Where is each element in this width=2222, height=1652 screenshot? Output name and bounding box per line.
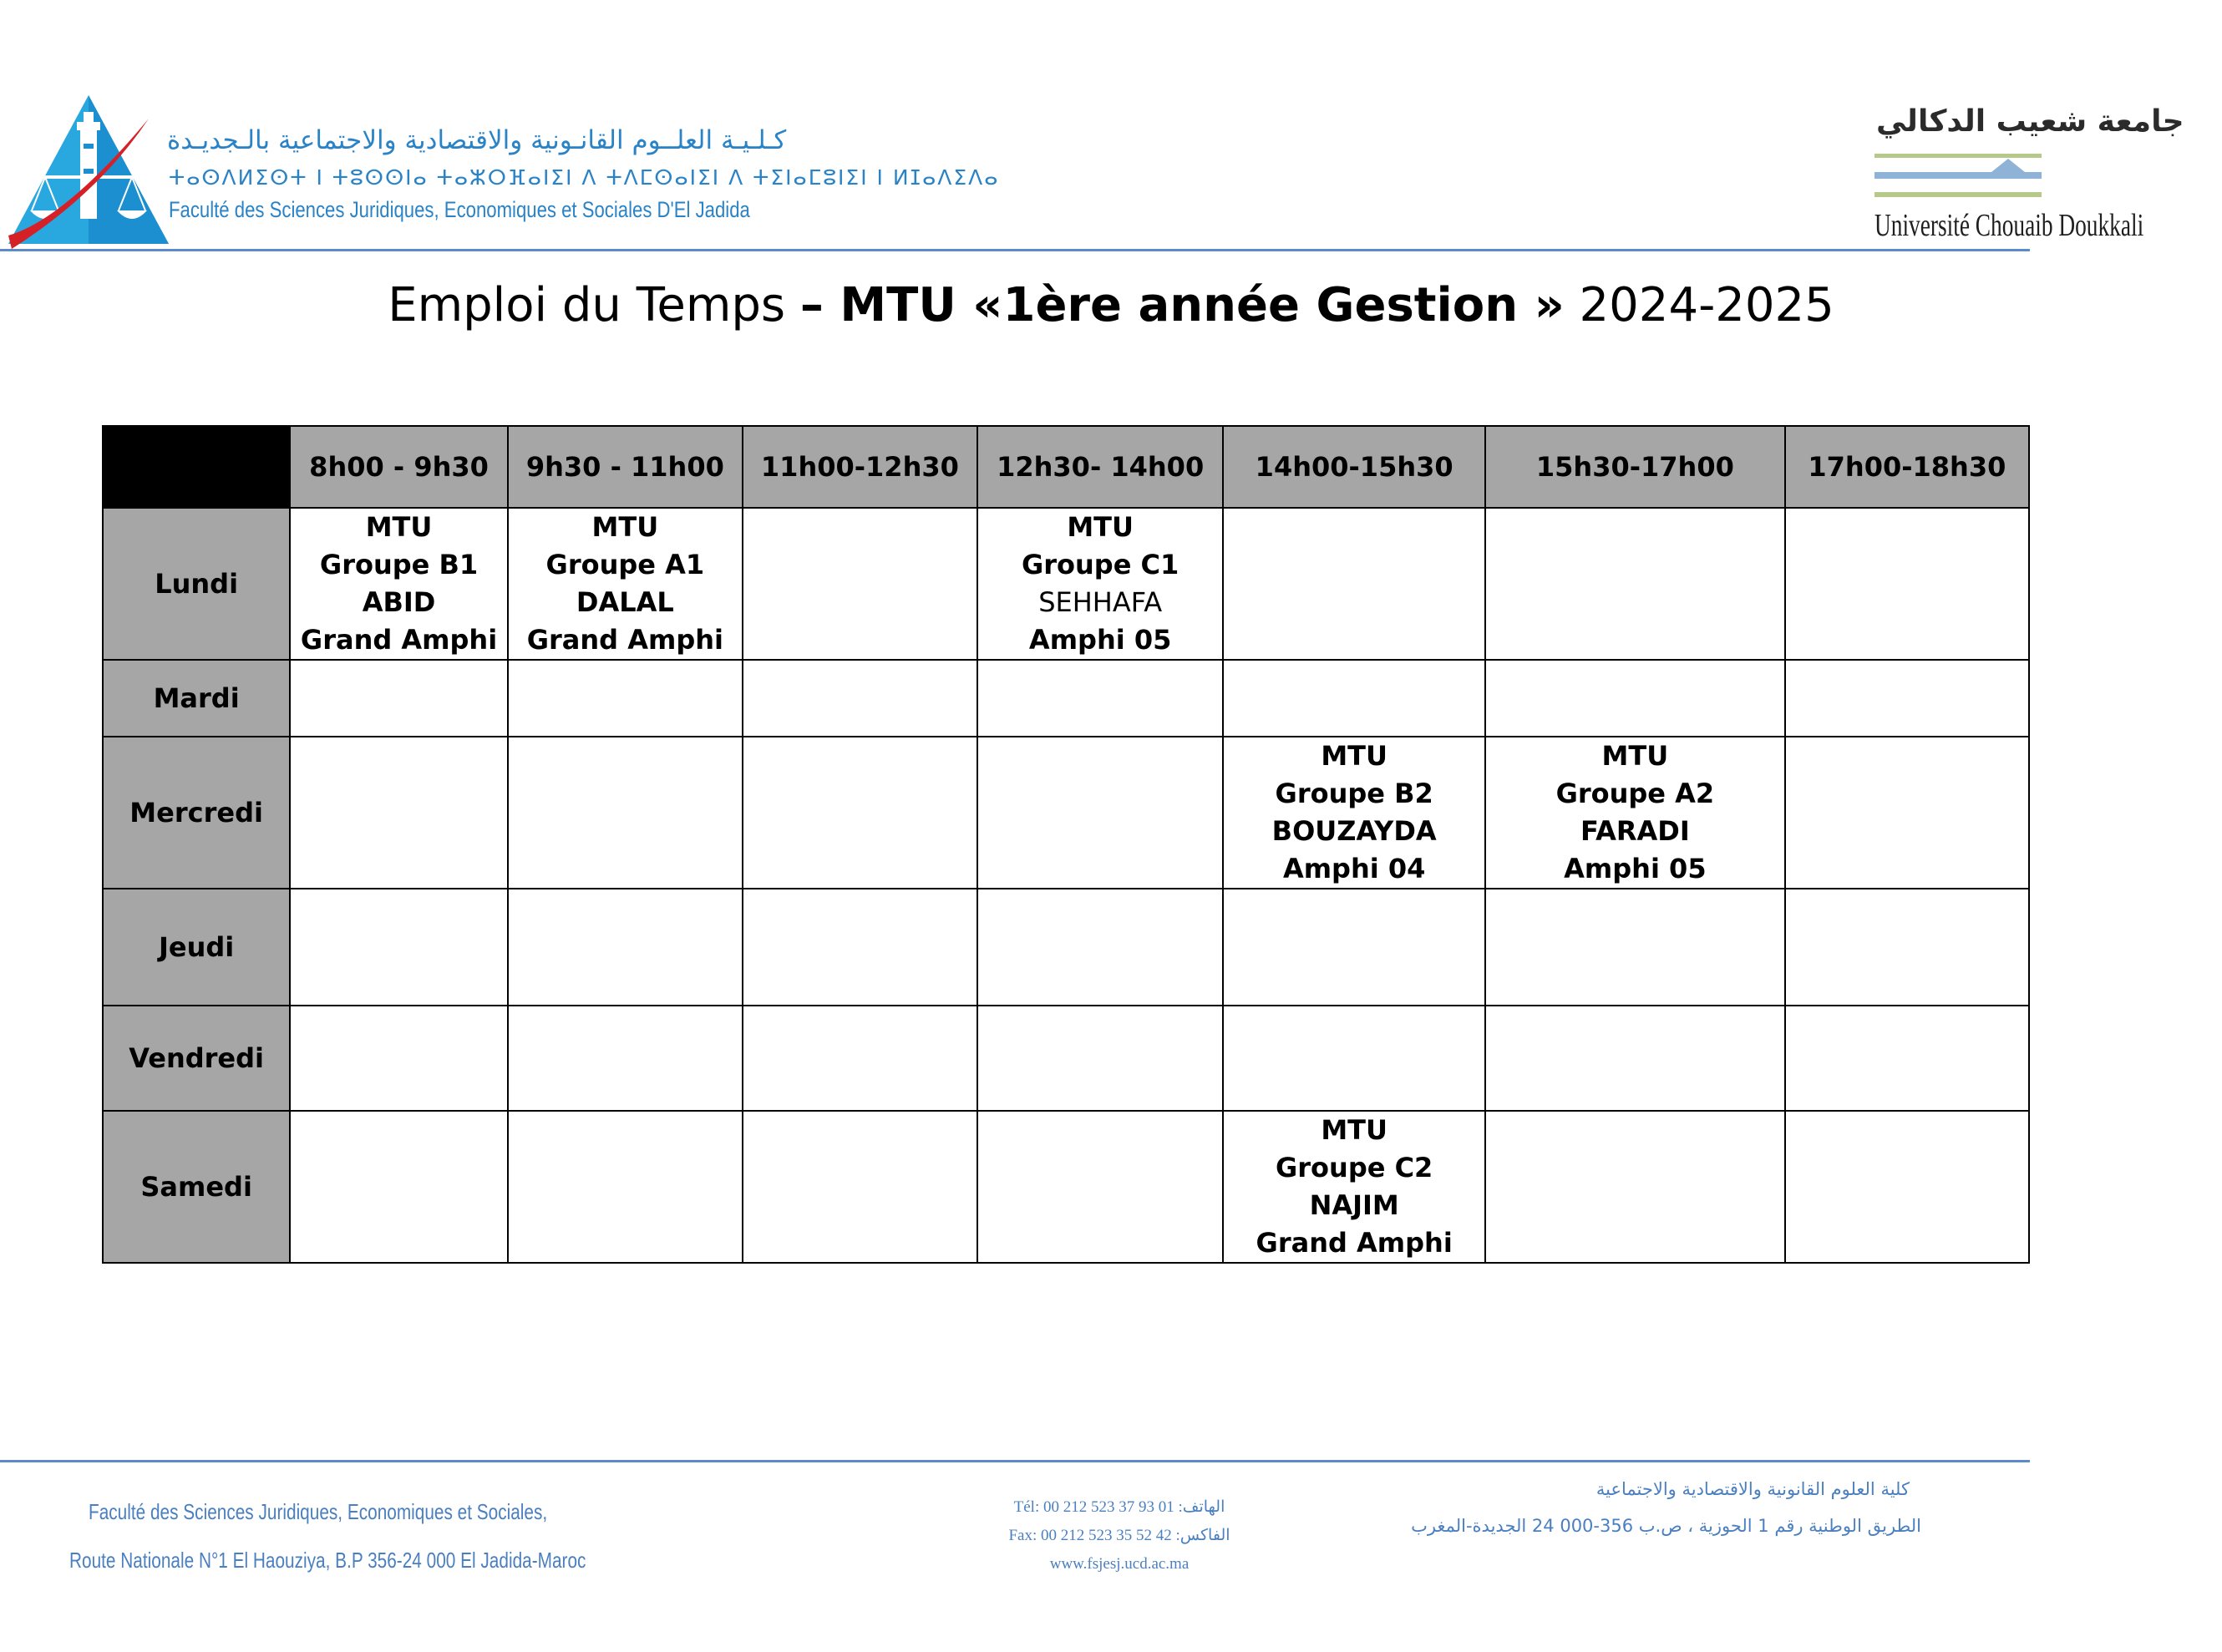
session-cell (290, 508, 508, 660)
faculty-name-arabic: كـلـيـة العلــوم القانـونية والاقتصادية والاجتماعية بالـجديـدة (167, 125, 787, 155)
session-module: MTU (365, 511, 433, 543)
footer-fax: Fax: 00 212 523 35 52 42 :الفاكس (1008, 1527, 1230, 1544)
day-label: Mercredi (103, 737, 290, 889)
day-label: Lundi (103, 508, 290, 660)
empty-cell (743, 1111, 977, 1263)
faculty-logo-icon (7, 94, 170, 249)
day-label: Vendredi (103, 1006, 290, 1111)
empty-cell (1785, 508, 2029, 660)
session-cell (508, 508, 743, 660)
time-slot-header: 12h30- 14h00 (977, 426, 1223, 508)
footer-address-line-2: Route Nationale N°1 El Haouziya, B.P 356-24 000 El Jadida-Maroc (69, 1548, 586, 1573)
faculty-name-french: Faculté des Sciences Juridiques, Economiques et Sociales D'El Jadida (169, 197, 750, 222)
empty-cell (743, 737, 977, 889)
empty-cell (743, 508, 977, 660)
empty-cell (1785, 660, 2029, 737)
day-row (103, 1111, 2029, 1263)
empty-cell (290, 660, 508, 737)
empty-cell (1785, 889, 2029, 1006)
empty-cell (977, 737, 1223, 889)
page-title (0, 278, 2222, 332)
day-row (103, 737, 2029, 889)
empty-cell (743, 660, 977, 737)
empty-cell (977, 1111, 1223, 1263)
day-row (103, 1006, 2029, 1111)
empty-cell (1485, 660, 1785, 737)
session-module: MTU (1321, 1114, 1387, 1146)
empty-cell (508, 1006, 743, 1111)
university-name-arabic: جامعة شعيب الدكالي (1876, 104, 2184, 139)
time-slot-header: 8h00 - 9h30 (290, 426, 508, 508)
title-part-2: – MTU «1ère année Gestion » (799, 278, 1565, 332)
empty-cell (977, 660, 1223, 737)
session-cell (1485, 737, 1785, 889)
time-slot-header: 11h00-12h30 (743, 426, 977, 508)
empty-cell (1485, 1111, 1785, 1263)
empty-cell (977, 1006, 1223, 1111)
footer-website[interactable]: www.fsjesj.ucd.ac.ma (1049, 1555, 1190, 1573)
session-group: Groupe B2 (1275, 778, 1433, 809)
day-row (103, 889, 2029, 1006)
footer-arabic-line-1: كلية العلوم القانونية والاقتصادية والاجتماعية (1595, 1479, 1910, 1499)
time-slot-header: 9h30 - 11h00 (508, 426, 743, 508)
empty-cell (1785, 1111, 2029, 1263)
empty-cell (743, 1006, 977, 1111)
session-teacher: ABID (362, 586, 436, 618)
session-teacher: FARADI (1580, 815, 1690, 847)
session-module: MTU (1067, 511, 1134, 543)
session-module: MTU (1601, 740, 1669, 772)
empty-cell (1223, 889, 1485, 1006)
session-room: Grand Amphi (300, 624, 498, 656)
timetable (102, 425, 2030, 1264)
empty-cell (1485, 508, 1785, 660)
day-label: Jeudi (103, 889, 290, 1006)
empty-cell (508, 737, 743, 889)
empty-cell (1785, 737, 2029, 889)
session-group: Groupe C2 (1276, 1152, 1433, 1183)
title-part-1: Emploi du Temps (388, 278, 800, 332)
faculty-name-tifinagh: ⵜⴰⵙⴷⵍⵉⵙⵜ ⵏ ⵜⵓⵙⵙⵏⴰ ⵜⴰⵣⵔⴼⴰⵏⵉⵏ ⴷ ⵜⴷⵎⵙⴰⵏⵉⵏ ⴷ ⵜⵉⵏⴰⵎⵓⵏⵉⵏ ⵏ ⵍⵊⴰⴷⵉⴷⴰ (169, 165, 1000, 190)
footer-contact (1002, 1493, 1236, 1579)
empty-cell (1485, 1006, 1785, 1111)
empty-cell (1223, 508, 1485, 660)
day-label: Samedi (103, 1111, 290, 1263)
university-name-french: Université Chouaib Doukkali (1874, 208, 2144, 243)
empty-cell (1223, 1006, 1485, 1111)
day-label: Mardi (103, 660, 290, 737)
footer-address-line-1: Faculté des Sciences Juridiques, Economiques et Sociales, (89, 1499, 548, 1524)
empty-cell (290, 1006, 508, 1111)
session-room: Grand Amphi (526, 624, 723, 656)
footer-phone: Tél: 00 212 523 37 93 01 :الهاتف (1013, 1498, 1225, 1516)
empty-cell (508, 660, 743, 737)
session-group: Groupe B1 (319, 549, 479, 580)
session-module: MTU (1321, 740, 1387, 772)
footer-arabic-line-2: الطريق الوطنية رقم 1 الحوزية ، ص.ب 356-000 24 الجديدة-المغرب (1411, 1516, 1921, 1536)
session-teacher: SEHHAFA (1038, 586, 1163, 618)
title-part-3: 2024-2025 (1564, 278, 1834, 332)
empty-cell (1485, 889, 1785, 1006)
timetable-header-row (103, 426, 2029, 508)
time-slot-header: 17h00-18h30 (1785, 426, 2029, 508)
session-group: Groupe A1 (545, 549, 705, 580)
session-room: Amphi 05 (1028, 624, 1172, 656)
session-group: Groupe C1 (1021, 549, 1179, 580)
empty-cell (508, 889, 743, 1006)
empty-cell (290, 1111, 508, 1263)
session-module: MTU (591, 511, 659, 543)
empty-cell (977, 889, 1223, 1006)
session-room: Grand Amphi (1256, 1227, 1453, 1259)
session-room: Amphi 05 (1564, 853, 1707, 884)
session-teacher: NAJIM (1309, 1189, 1399, 1221)
session-cell (1223, 1111, 1485, 1263)
empty-cell (743, 889, 977, 1006)
session-room: Amphi 04 (1282, 853, 1426, 884)
time-slot-header: 15h30-17h00 (1485, 426, 1785, 508)
session-teacher: BOUZAYDA (1271, 815, 1437, 847)
empty-cell (1223, 660, 1485, 737)
session-group: Groupe A2 (1555, 778, 1715, 809)
university-logo-icon (1874, 154, 2042, 204)
empty-cell (1785, 1006, 2029, 1111)
session-cell (1223, 737, 1485, 889)
day-row (103, 508, 2029, 660)
empty-cell (508, 1111, 743, 1263)
time-slot-header: 14h00-15h30 (1223, 426, 1485, 508)
session-cell (977, 508, 1223, 660)
day-row (103, 660, 2029, 737)
footer-divider (0, 1460, 2030, 1462)
header-divider (0, 249, 2030, 251)
header-corner-cell (103, 426, 290, 508)
session-teacher: DALAL (576, 586, 674, 618)
empty-cell (290, 737, 508, 889)
empty-cell (290, 889, 508, 1006)
